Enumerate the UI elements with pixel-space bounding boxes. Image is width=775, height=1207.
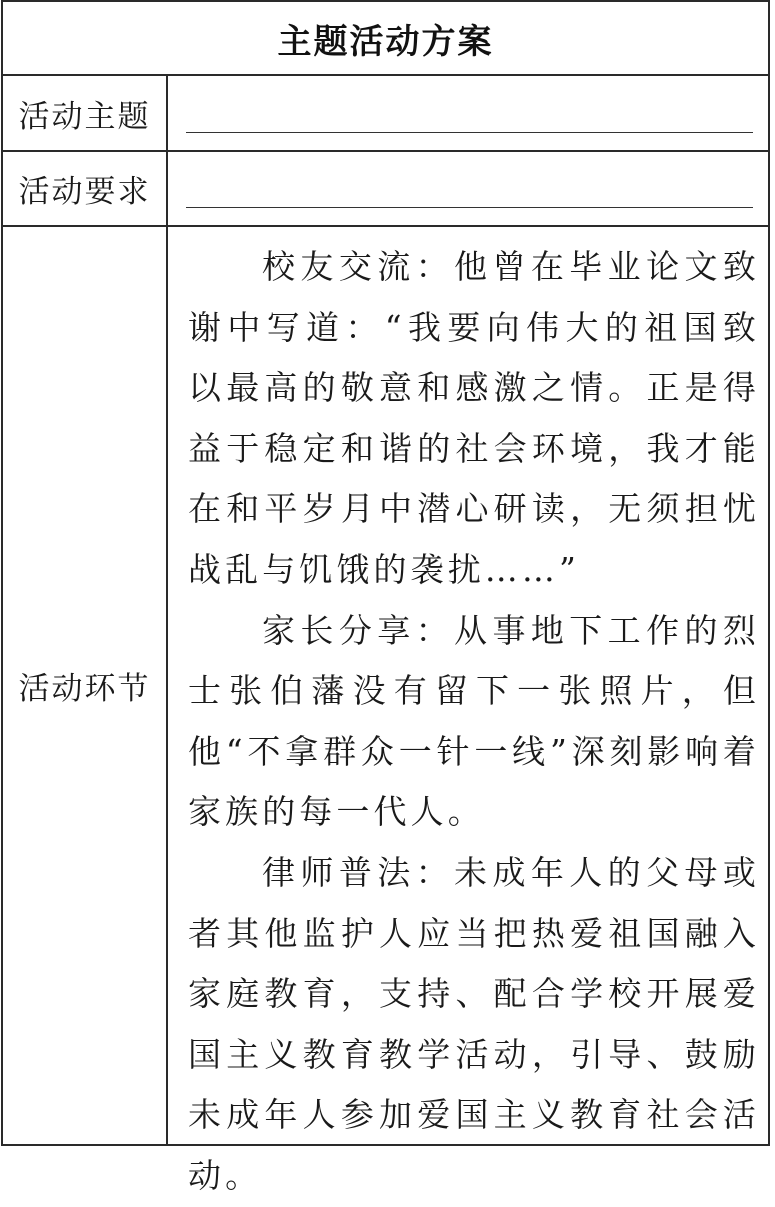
table-title: 主题活动方案 bbox=[277, 21, 494, 62]
requirement-blank-line bbox=[186, 207, 753, 208]
theme-blank-line bbox=[186, 132, 753, 133]
theme-label: 活动主题 bbox=[3, 76, 168, 150]
steps-label: 活动环节 bbox=[3, 227, 168, 1144]
requirement-row bbox=[3, 152, 768, 227]
steps-row bbox=[3, 227, 768, 1195]
alumni-exchange-paragraph: 校友交流：他曾在毕业论文致谢中写道：“我要向伟大的祖国致以最高的敬意和感激之情。正是得益于稳定和谐的社会环境，我才能在和平岁月中潜心研读，无须担忧战乱与饥饿的袭扰……” bbox=[188, 247, 760, 589]
table-title-row bbox=[3, 2, 768, 76]
requirement-label: 活动要求 bbox=[3, 152, 168, 225]
lawyer-education-paragraph: 律师普法：未成年人的父母或者其他监护人应当把热爱祖国融入家庭教育，支持、配合学校开展爱国主义教育教学活动，引导、鼓励未成年人参加爱国主义教育社会活动。 bbox=[188, 852, 760, 1195]
parent-sharing-paragraph: 家长分享：从事地下工作的烈士张伯藩没有留下一张照片，但他“不拿群众一针一线”深刻影响着家族的每一代人。 bbox=[188, 610, 760, 832]
theme-row bbox=[3, 76, 768, 152]
activity-plan-table bbox=[1, 0, 770, 1195]
steps-content bbox=[188, 237, 760, 1207]
